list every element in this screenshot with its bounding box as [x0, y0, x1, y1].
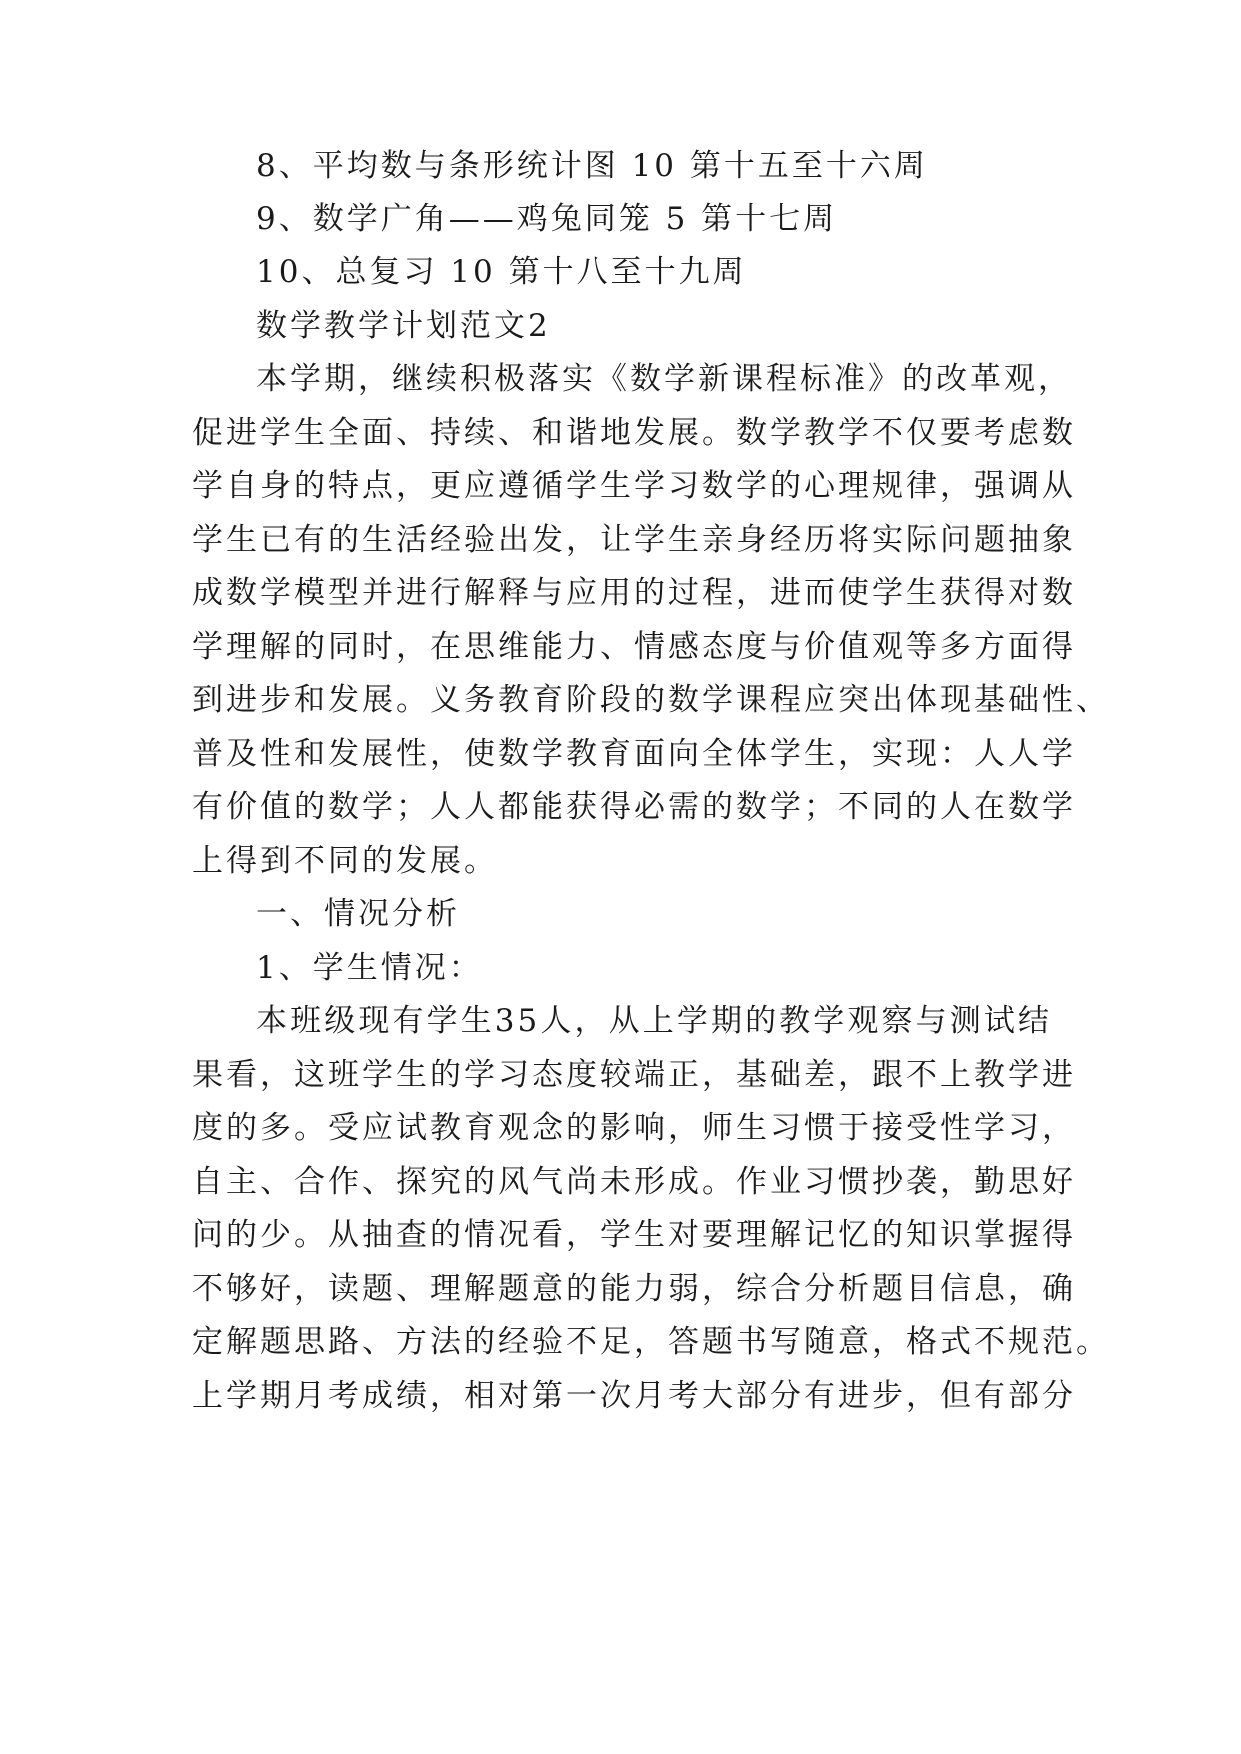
paragraph-line: 自主、合作、探究的风气尚未形成。作业习惯抄袭，勤思好 [192, 1164, 1076, 1200]
paragraph-line: 学自身的特点，更应遵循学生学习数学的心理规律，强调从 [192, 468, 1076, 504]
paragraph-line: 上学期月考成绩，相对第一次月考大部分有进步，但有部分 [192, 1378, 1076, 1414]
schedule-line-9: 9、数学广角——鸡兔同笼 5 第十七周 [256, 201, 838, 237]
paragraph-line: 本学期，继续积极落实《数学新课程标准》的改革观， [256, 361, 1072, 397]
paragraph-line: 定解题思路、方法的经验不足，答题书写随意，格式不规范。 [192, 1324, 1110, 1360]
paragraph-line: 学生已有的生活经验出发，让学生亲身经历将实际问题抽象 [192, 522, 1076, 558]
paragraph-line: 有价值的数学；人人都能获得必需的数学；不同的人在数学 [192, 789, 1076, 825]
heading-situation-analysis: 一、情况分析 [256, 896, 460, 932]
paragraph-line: 上得到不同的发展。 [192, 843, 498, 879]
subheading-student-situation: 1、学生情况： [256, 950, 483, 986]
schedule-line-8: 8、平均数与条形统计图 10 第十五至十六周 [256, 148, 928, 184]
paragraph-line: 问的少。从抽查的情况看，学生对要理解记忆的知识掌握得 [192, 1217, 1076, 1253]
section-title: 数学教学计划范文2 [256, 308, 551, 344]
paragraph-line: 本班级现有学生35人，从上学期的教学观察与测试结 [256, 1003, 1052, 1039]
paragraph-line: 到进步和发展。义务教育阶段的数学课程应突出体现基础性、 [192, 682, 1110, 718]
paragraph-line: 普及性和发展性，使数学教育面向全体学生，实现：人人学 [192, 736, 1076, 772]
paragraph-line: 学理解的同时，在思维能力、情感态度与价值观等多方面得 [192, 629, 1076, 665]
paragraph-line: 成数学模型并进行解释与应用的过程，进而使学生获得对数 [192, 575, 1076, 611]
paragraph-line: 不够好，读题、理解题意的能力弱，综合分析题目信息，确 [192, 1271, 1076, 1307]
paragraph-line: 促进学生全面、持续、和谐地发展。数学教学不仅要考虑数 [192, 415, 1076, 451]
schedule-line-10: 10、总复习 10 第十八至十九周 [256, 254, 747, 290]
paragraph-line: 果看，这班学生的学习态度较端正，基础差，跟不上教学进 [192, 1057, 1076, 1093]
paragraph-line: 度的多。受应试教育观念的影响，师生习惯于接受性学习， [192, 1110, 1076, 1146]
